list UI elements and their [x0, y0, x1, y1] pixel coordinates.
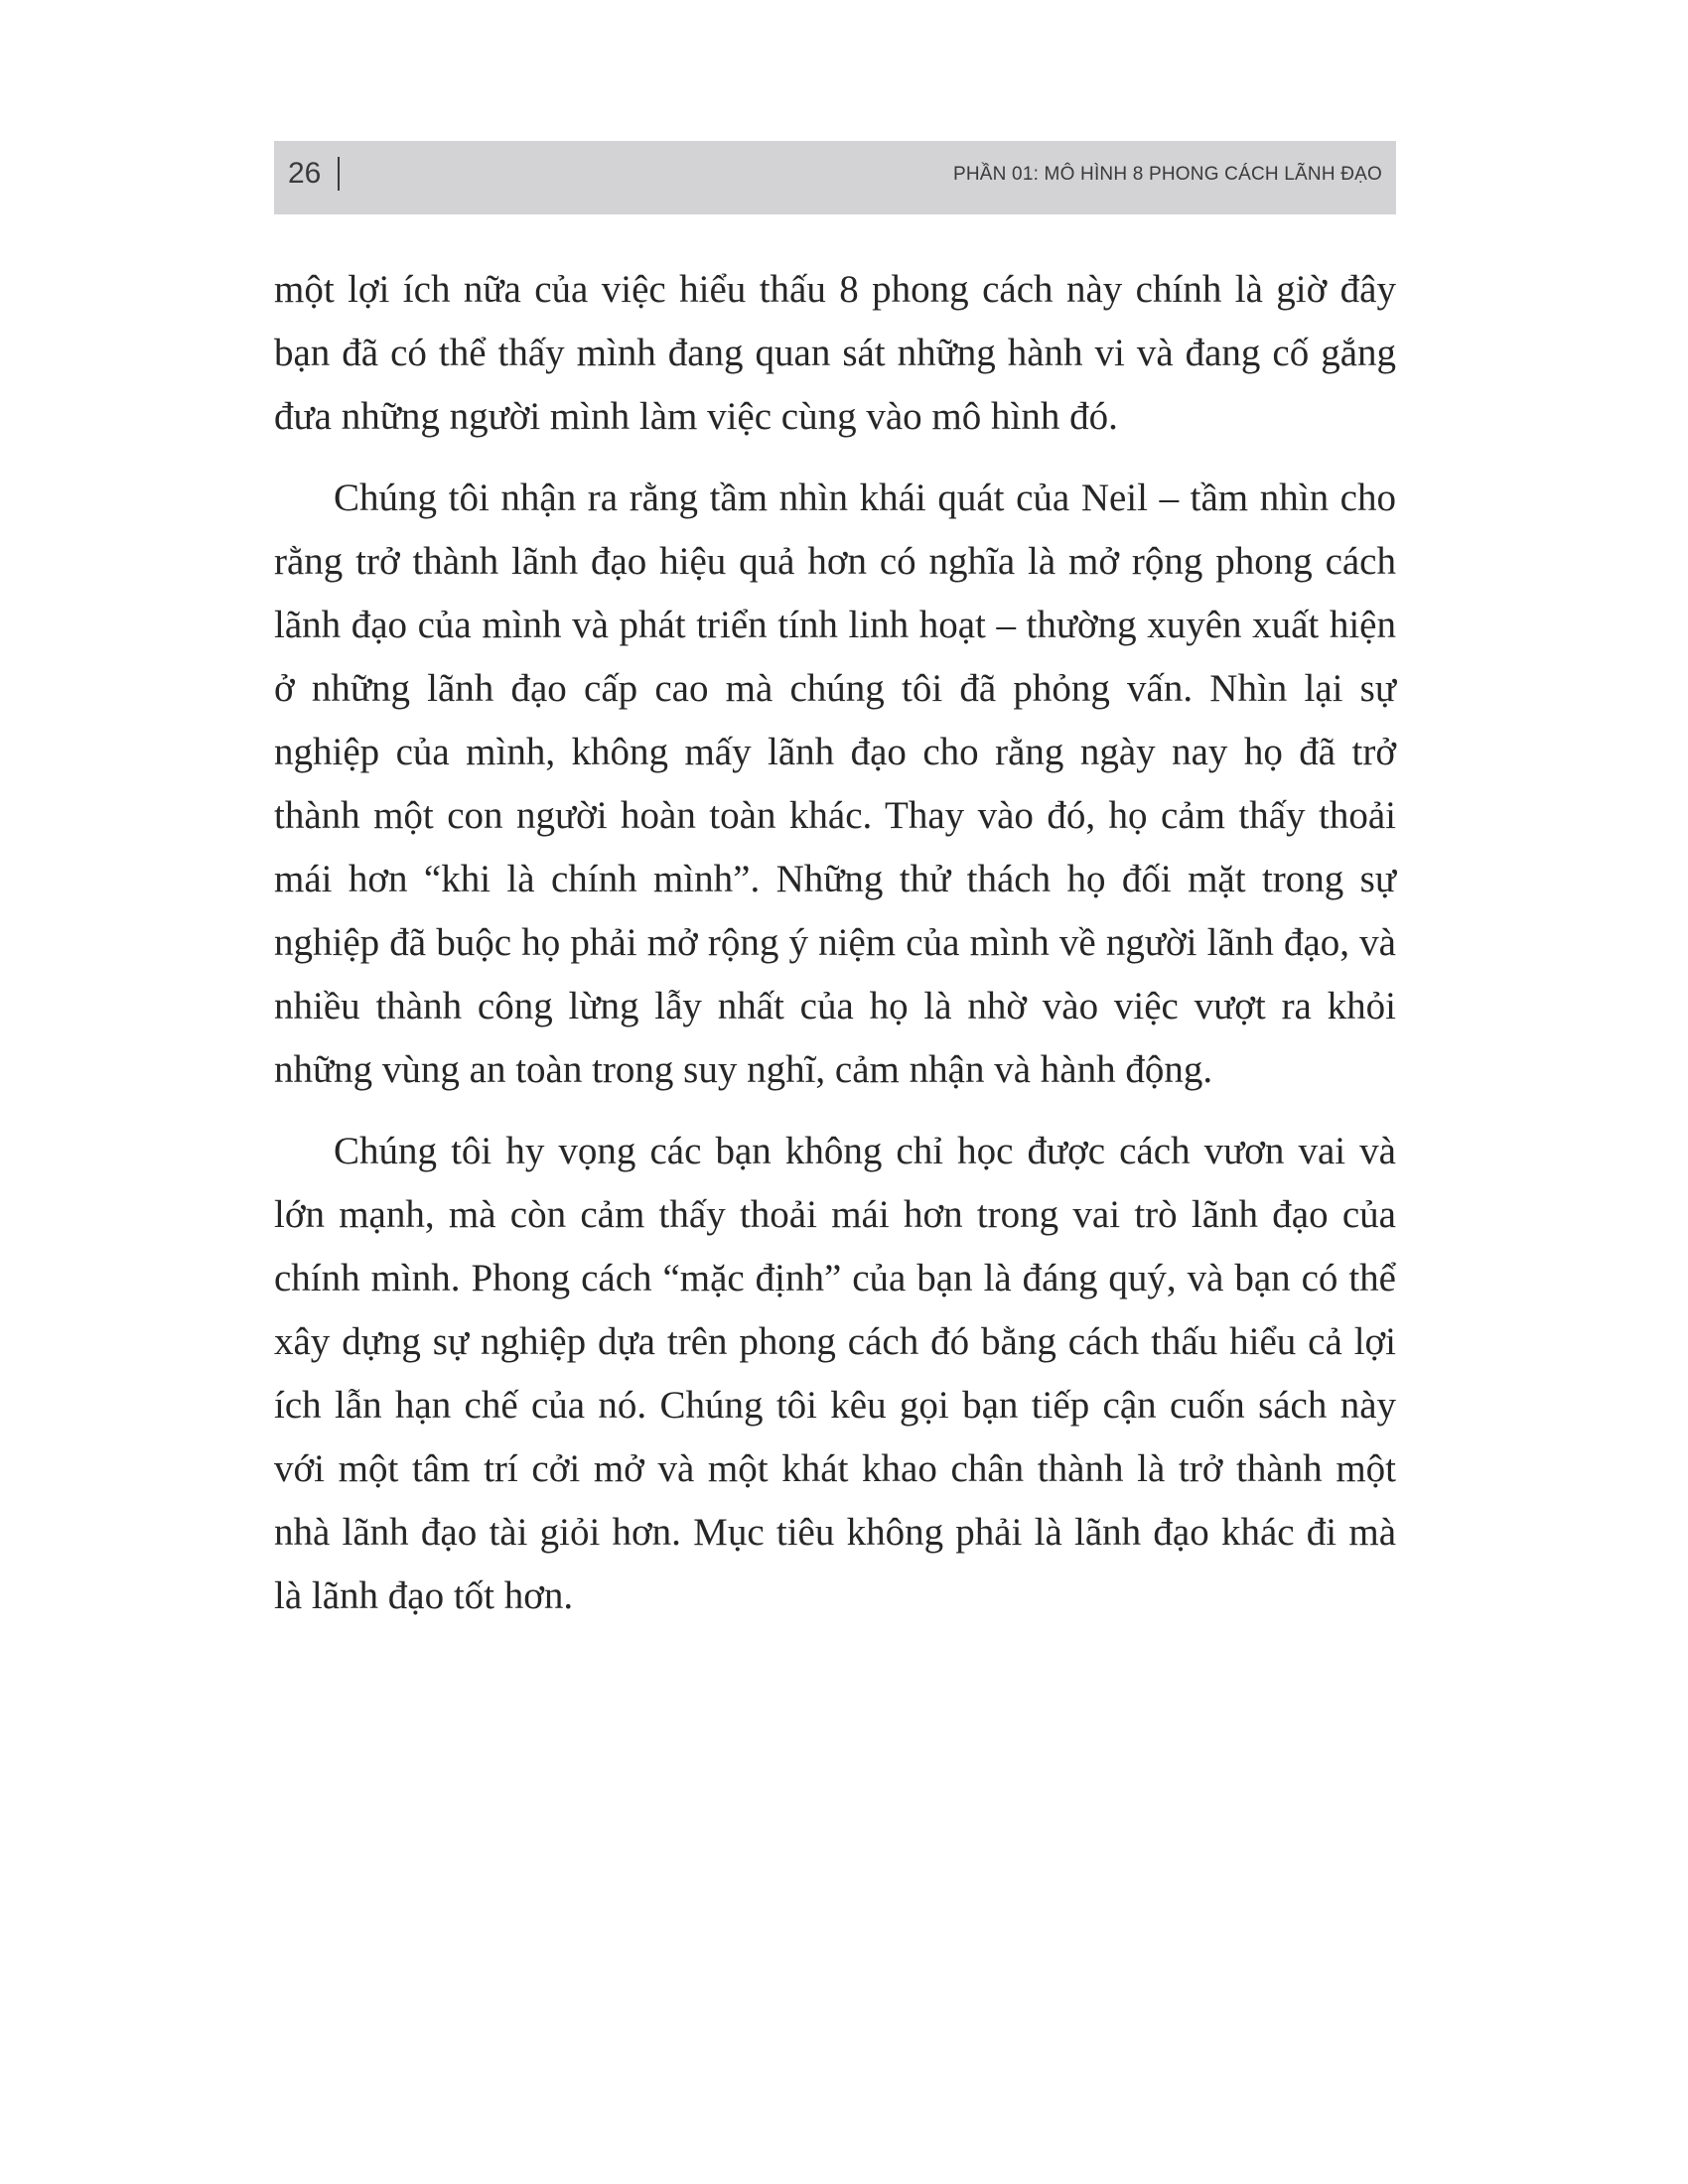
paragraph-hope: Chúng tôi hy vọng các bạn không chỉ học được cách vươn vai và lớn mạnh, mà còn cảm thấy thoải mái hơn trong vai trò lãnh đạo của chính mình. Phong cách “mặc định” của bạn là đáng quý, và bạn có thể xây dựng sự nghiệp dựa trên phong cách đó bằng cách thấu hiểu cả lợi ích lẫn hạn chế của nó. Chúng tôi kêu gọi bạn tiếp cận cuốn sách này với một tâm trí cởi mở và một khát khao chân thành là trở thành một nhà lãnh đạo tài giỏi hơn. Mục tiêu không phải là lãnh đạo khác đi mà là lãnh đạo tốt hơn.	[274, 1130, 1396, 1617]
header-divider	[338, 157, 340, 191]
page-body	[274, 258, 1396, 1646]
page-number: 26	[288, 157, 322, 190]
running-title: PHẦN 01: MÔ HÌNH 8 PHONG CÁCH LÃNH ĐẠO	[952, 164, 1382, 185]
paragraph-continued: một lợi ích nữa của việc hiểu thấu 8 phong cách này chính là giờ đây bạn đã có thể thấy mình đang quan sát những hành vi và đang cố gắng đưa những người mình làm việc cùng vào mô hình đó.	[274, 268, 1396, 438]
page-header	[274, 141, 1396, 214]
paragraph-neil-vision: Chúng tôi nhận ra rằng tầm nhìn khái quát của Neil – tầm nhìn cho rằng trở thành lãnh đạo hiệu quả hơn có nghĩa là mở rộng phong cách lãnh đạo của mình và phát triển tính linh hoạt – thường xuyên xuất hiện ở những lãnh đạo cấp cao mà chúng tôi đã phỏng vấn. Nhìn lại sự nghiệp của mình, không mấy lãnh đạo cho rằng ngày nay họ đã trở thành một con người hoàn toàn khác. Thay vào đó, họ cảm thấy thoải mái hơn “khi là chính mình”. Những thử thách họ đối mặt trong sự nghiệp đã buộc họ phải mở rộng ý niệm của mình về người lãnh đạo, và nhiều thành công lừng lẫy nhất của họ là nhờ vào việc vượt ra khỏi những vùng an toàn trong suy nghĩ, cảm nhận và hành động.	[274, 477, 1396, 1091]
